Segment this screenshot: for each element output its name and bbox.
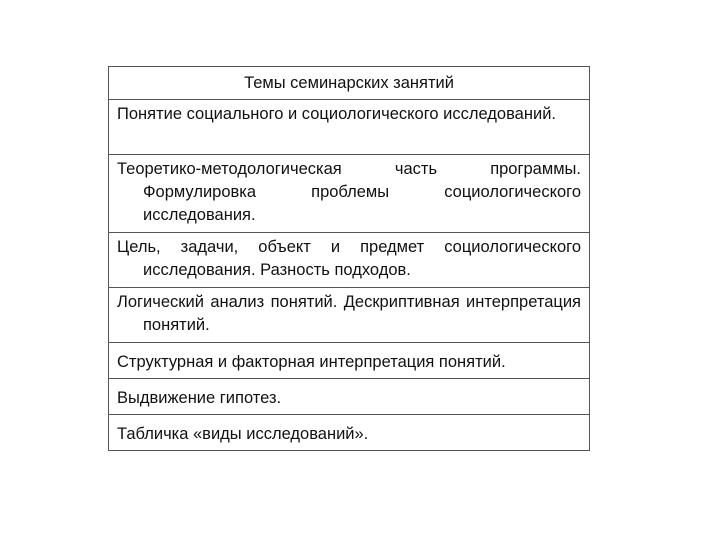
table-row (109, 379, 590, 415)
table-header: Темы семинарских занятий (109, 67, 590, 100)
table-row (109, 288, 590, 343)
table-row (109, 233, 590, 288)
table-row (109, 415, 590, 451)
topic-cell: Цель, задачи, объект и предмет социологического исследования. Разность подходов. (109, 233, 590, 288)
topic-cell: Понятие социального и социологического исследований. (109, 100, 590, 155)
topic-cell: Табличка «виды исследований». (109, 415, 590, 451)
topic-cell: Теоретико-методологическая часть программы. Формулировка проблемы социологического исследования. (109, 155, 590, 233)
table-row (109, 100, 590, 155)
table-row (109, 155, 590, 233)
topic-cell: Структурная и факторная интерпретация понятий. (109, 343, 590, 379)
table-header-row (109, 67, 590, 100)
table-row (109, 343, 590, 379)
topic-cell: Выдвижение гипотез. (109, 379, 590, 415)
topic-cell: Логический анализ понятий. Дескриптивная интерпретация понятий. (109, 288, 590, 343)
seminar-topics-table (108, 66, 590, 451)
